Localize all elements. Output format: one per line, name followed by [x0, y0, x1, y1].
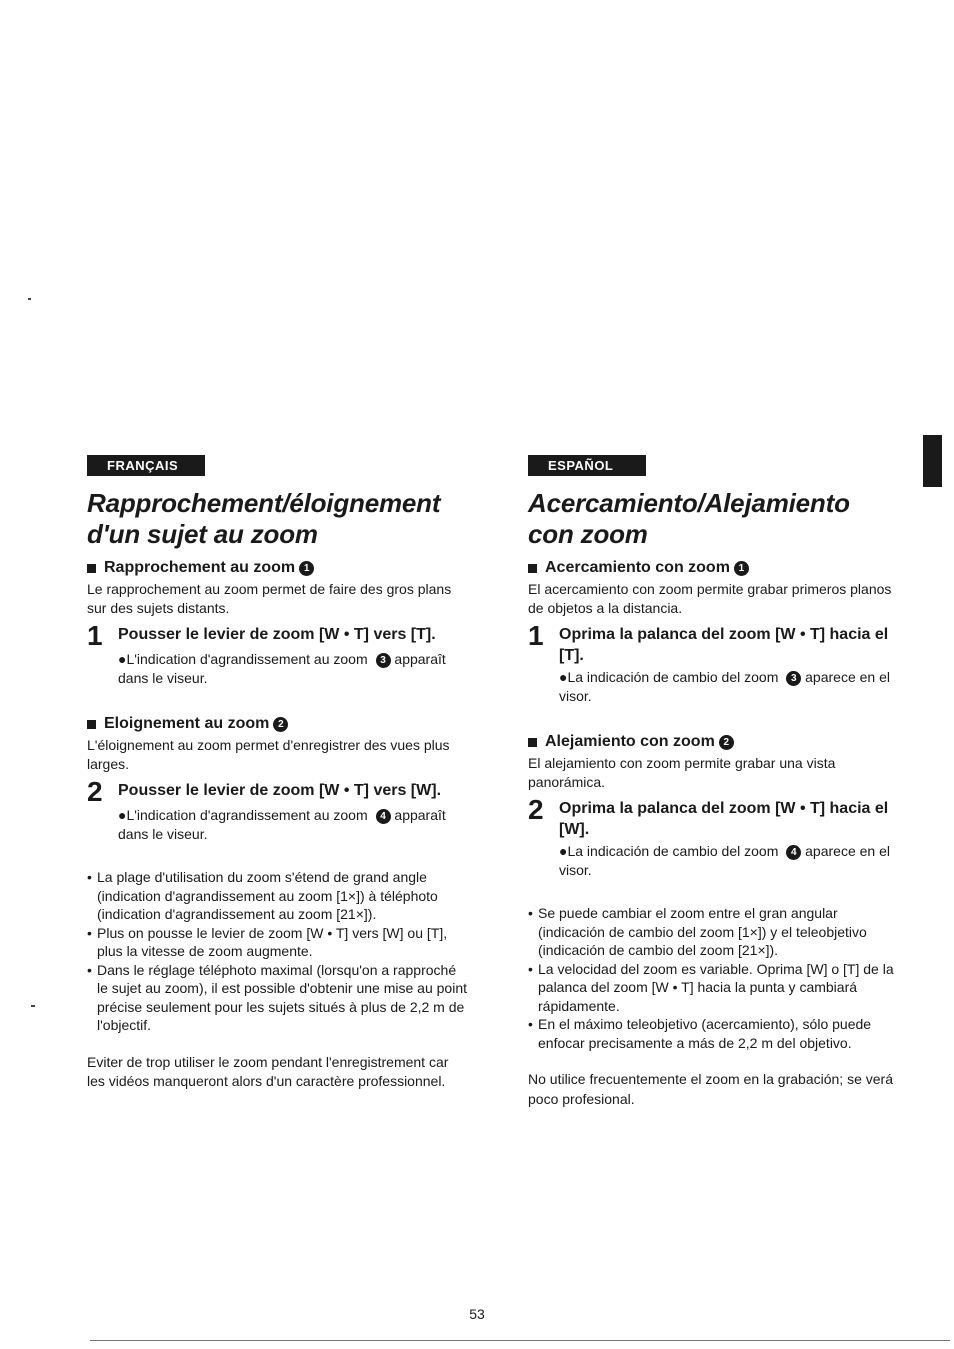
circled-number-icon: 3	[376, 653, 391, 668]
step-2	[528, 794, 908, 840]
step-note	[559, 842, 908, 880]
square-bullet-icon	[528, 564, 537, 573]
title-line-2: con zoom	[528, 519, 648, 549]
step-number: 2	[528, 794, 544, 825]
list-item: • La plage d'utilisation du zoom s'étend de grand angle (indication d'agrandissement au zoom [1×]) à téléphoto (indication d'agrandissement au zoom [21×]).	[87, 868, 467, 924]
list-item: • La velocidad del zoom es variable. Oprima [W] o [T] de la palanca del zoom [W • T] hacia la punta y cambiará rápidamente.	[528, 960, 908, 1016]
square-bullet-icon	[528, 738, 537, 747]
circled-number-icon: 2	[273, 717, 288, 732]
circled-number-icon: 1	[734, 561, 749, 576]
step-note-text-end: aparece en el visor.	[559, 843, 890, 878]
step-note-text-end: apparaît dans le viseur.	[118, 651, 446, 686]
step-note-text: ●L'indication d'agrandissement au zoom	[118, 807, 368, 823]
step-note-text-end: apparaît dans le viseur.	[118, 807, 446, 842]
circled-number-icon: 4	[786, 845, 801, 860]
list-item: • Dans le réglage téléphoto maximal (lorsqu'on a rapproché le sujet au zoom), il est possible d'obtenir une mise au point précise seulement pour les sujets situés à plus de 2,2 m de l'objectif.	[87, 961, 467, 1035]
step-number: 1	[528, 620, 544, 651]
zoom-in-heading	[87, 558, 467, 578]
zoom-out-heading-text: Eloignement au zoom	[104, 715, 270, 732]
page-title-spanish	[528, 488, 908, 550]
step-number: 2	[87, 776, 103, 807]
step-note	[559, 668, 908, 706]
zoom-out-heading	[87, 714, 467, 734]
step-2	[87, 776, 467, 807]
step-1	[87, 620, 467, 651]
notes-list	[87, 868, 467, 1035]
square-bullet-icon	[87, 564, 96, 573]
step-instruction: Pousser le levier de zoom [W • T] vers [T].	[118, 626, 436, 643]
step-note	[118, 650, 467, 688]
zoom-in-heading-text: Acercamiento con zoom	[545, 559, 730, 576]
language-tab-french: FRANÇAIS	[87, 455, 205, 476]
step-1	[528, 620, 908, 666]
list-item: • Plus on pousse le levier de zoom [W • T] vers [W] ou [T], plus la vitesse de zoom augmente.	[87, 924, 467, 961]
step-note-text: ●La indicación de cambio del zoom	[559, 843, 779, 859]
spanish-column	[528, 455, 908, 1123]
scan-speck	[28, 298, 31, 300]
scan-speck	[31, 1005, 35, 1007]
zoom-out-heading	[528, 732, 908, 752]
circled-number-icon: 2	[719, 735, 734, 750]
list-item: • Se puede cambiar el zoom entre el gran angular (indicación de cambio del zoom [1×]) y el teleobjetivo (indicación de cambio del zoom [21×]).	[528, 904, 908, 960]
title-line-1: Rapprochement/éloignement	[87, 488, 441, 518]
zoom-out-heading-text: Alejamiento con zoom	[545, 733, 715, 750]
square-bullet-icon	[87, 720, 96, 729]
zoom-in-heading	[528, 558, 908, 578]
step-note-text: ●L'indication d'agrandissement au zoom	[118, 651, 368, 667]
zoom-out-description: L'éloignement au zoom permet d'enregistrer des vues plus larges.	[87, 737, 450, 772]
title-line-1: Acercamiento/Alejamiento	[528, 488, 850, 518]
language-tab-spanish: ESPAÑOL	[528, 455, 646, 476]
closing-paragraph: Eviter de trop utiliser le zoom pendant l'enregistrement car les vidéos manqueront alors d'un caractère professionnel.	[87, 1053, 449, 1089]
closing-paragraph: No utilice frecuentemente el zoom en la grabación; se verá poco profesional.	[528, 1071, 893, 1107]
french-column	[87, 455, 467, 1106]
footer-rule	[90, 1340, 950, 1341]
zoom-in-description: El acercamiento con zoom permite grabar primeros planos de objetos a la distancia.	[528, 581, 892, 616]
page-number: 53	[469, 1306, 485, 1322]
notes-list	[528, 904, 908, 1052]
circled-number-icon: 1	[299, 561, 314, 576]
step-instruction: Pousser le levier de zoom [W • T] vers [W].	[118, 782, 442, 799]
page-title-french	[87, 488, 467, 550]
step-number: 1	[87, 620, 103, 651]
section-edge-tab	[923, 435, 942, 487]
zoom-in-heading-text: Rapprochement au zoom	[104, 559, 296, 576]
step-instruction: Oprima la palanca del zoom [W • T] hacia el [W].	[559, 800, 889, 838]
title-line-2: d'un sujet au zoom	[87, 519, 318, 549]
zoom-in-description: Le rapprochement au zoom permet de faire des gros plans sur des sujets distants.	[87, 581, 452, 616]
step-note	[118, 806, 467, 844]
list-item: • En el máximo teleobjetivo (acercamiento), sólo puede enfocar precisamente a más de 2,2 m del objetivo.	[528, 1015, 908, 1052]
zoom-out-description: El alejamiento con zoom permite grabar una vista panorámica.	[528, 755, 836, 790]
step-note-text-end: aparece en el visor.	[559, 669, 890, 704]
circled-number-icon: 4	[376, 809, 391, 824]
step-note-text: ●La indicación de cambio del zoom	[559, 669, 779, 685]
step-instruction: Oprima la palanca del zoom [W • T] hacia el [T].	[559, 626, 889, 664]
circled-number-icon: 3	[786, 671, 801, 686]
